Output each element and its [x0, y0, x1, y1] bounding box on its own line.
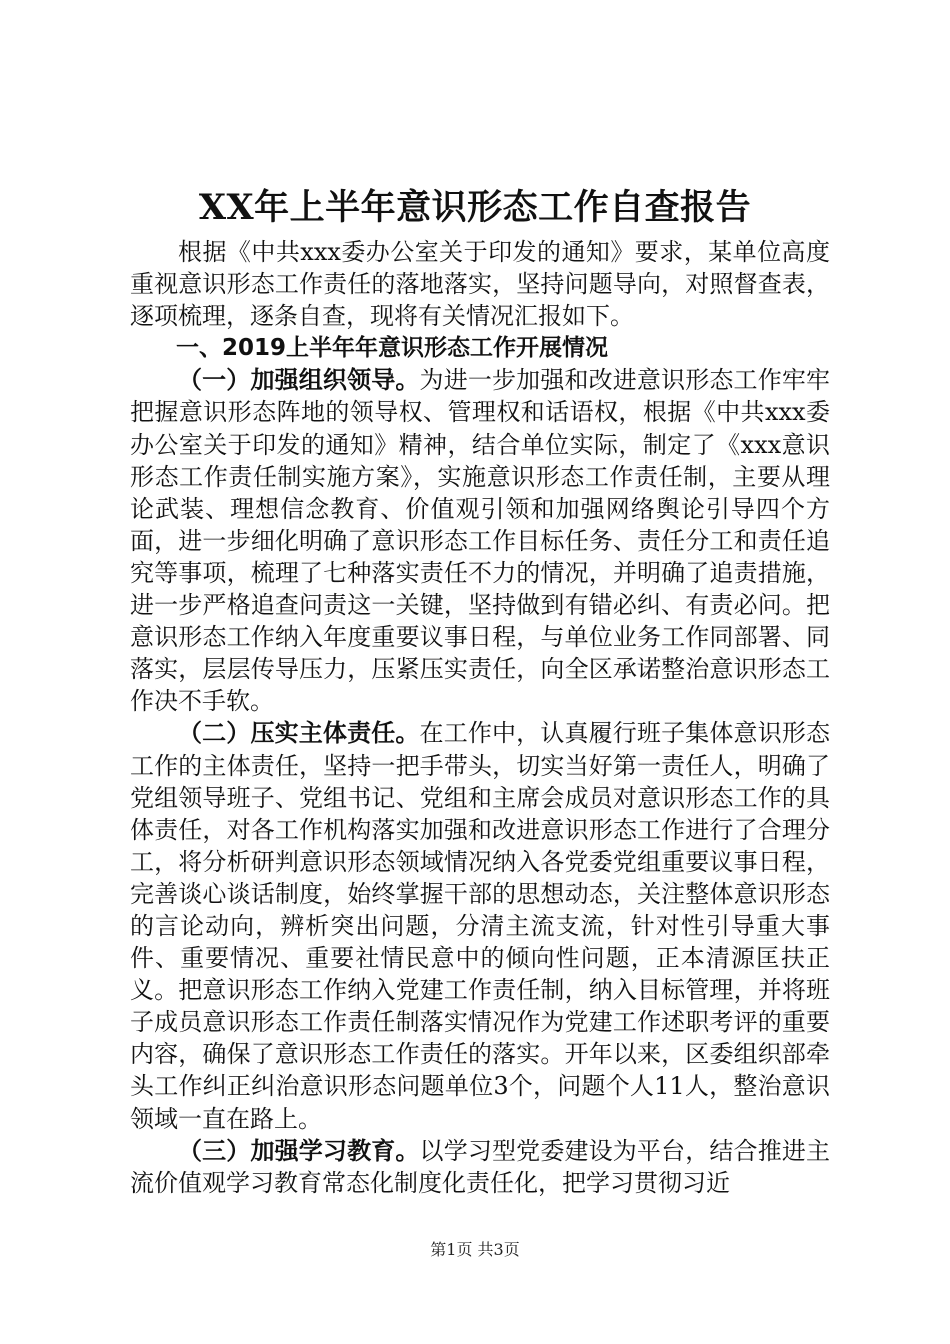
item-text-3: 以学习型党委建设为平台，结合推进主流价值观学习教育常态化制度化责任化，把学习贯彻习近	[130, 1136, 831, 1197]
section-heading: 一、2019上半年年意识形态工作开展情况	[176, 335, 609, 362]
item-title-1: （一）加强组织领导。	[178, 366, 420, 395]
item-text-1: 为进一步加强和改进意识形态工作牢牢把握意识形态阵地的领导权、管理权和话语权，根据《中共xxx委办公室关于印发的通知》精神，结合单位实际，制定了《xxx意识形态工作责任制实施方案》，实施意识形态工作责任制，主要从理论武装、理想信念教育、价值观引领和加强网络舆论引导四个方面，进一步细化明确了意识形态工作目标任务、责任分工和责任追究等事项，梳理了七种落实责任不力的情况，并明确了追责措施，进一步严格追查问责这一关键，坚持做到有错必纠、有责必问。把意识形态工作纳入年度重要议事日程，与单位业务工作同部署、同落实，层层传导压力，压紧压实责任，向全区承诺整治意识形态工作决不手软。	[130, 366, 831, 716]
item-paragraph-1	[130, 364, 830, 717]
item-paragraph-2	[130, 717, 830, 1134]
item-title-3: （三）加强学习教育。	[178, 1136, 420, 1165]
intro-paragraph: 根据《中共xxx委办公室关于印发的通知》要求，某单位高度重视意识形态工作责任的落地落实，坚持问题导向，对照督查表，逐项梳理，逐条自查，现将有关情况汇报如下。	[130, 238, 830, 331]
page-footer: 第1页 共3页	[430, 1240, 520, 1259]
item-paragraph-3	[130, 1135, 830, 1199]
item-title-2: （二）压实主体责任。	[178, 719, 420, 748]
item-text-2: 在工作中，认真履行班子集体意识形态工作的主体责任，坚持一把手带头，切实当好第一责任人，明确了党组领导班子、党组书记、党组和主席会成员对意识形态工作的具体责任，对各工作机构落实加强和改进意识形态工作进行了合理分工，将分析研判意识形态领域情况纳入各党委党组重要议事日程，完善谈心谈话制度，始终掌握干部的思想动态，关注整体意识形态的言论动向，辨析突出问题，分清主流支流，针对性引导重大事件、重要情况、重要社情民意中的倾向性问题，正本清源匡扶正义。把意识形态工作纳入党建工作责任制，纳入目标管理，并将班子成员意识形态工作责任制落实情况作为党建工作述职考评的重要内容，确保了意识形态工作责任的落实。开年以来，区委组织部牵头工作纠正纠治意识形态问题单位3个，问题个人11人，整治意识领域一直在路上。	[130, 719, 831, 1133]
document-title: XX年上半年意识形态工作自查报告	[198, 187, 752, 228]
document-body	[130, 236, 830, 1199]
